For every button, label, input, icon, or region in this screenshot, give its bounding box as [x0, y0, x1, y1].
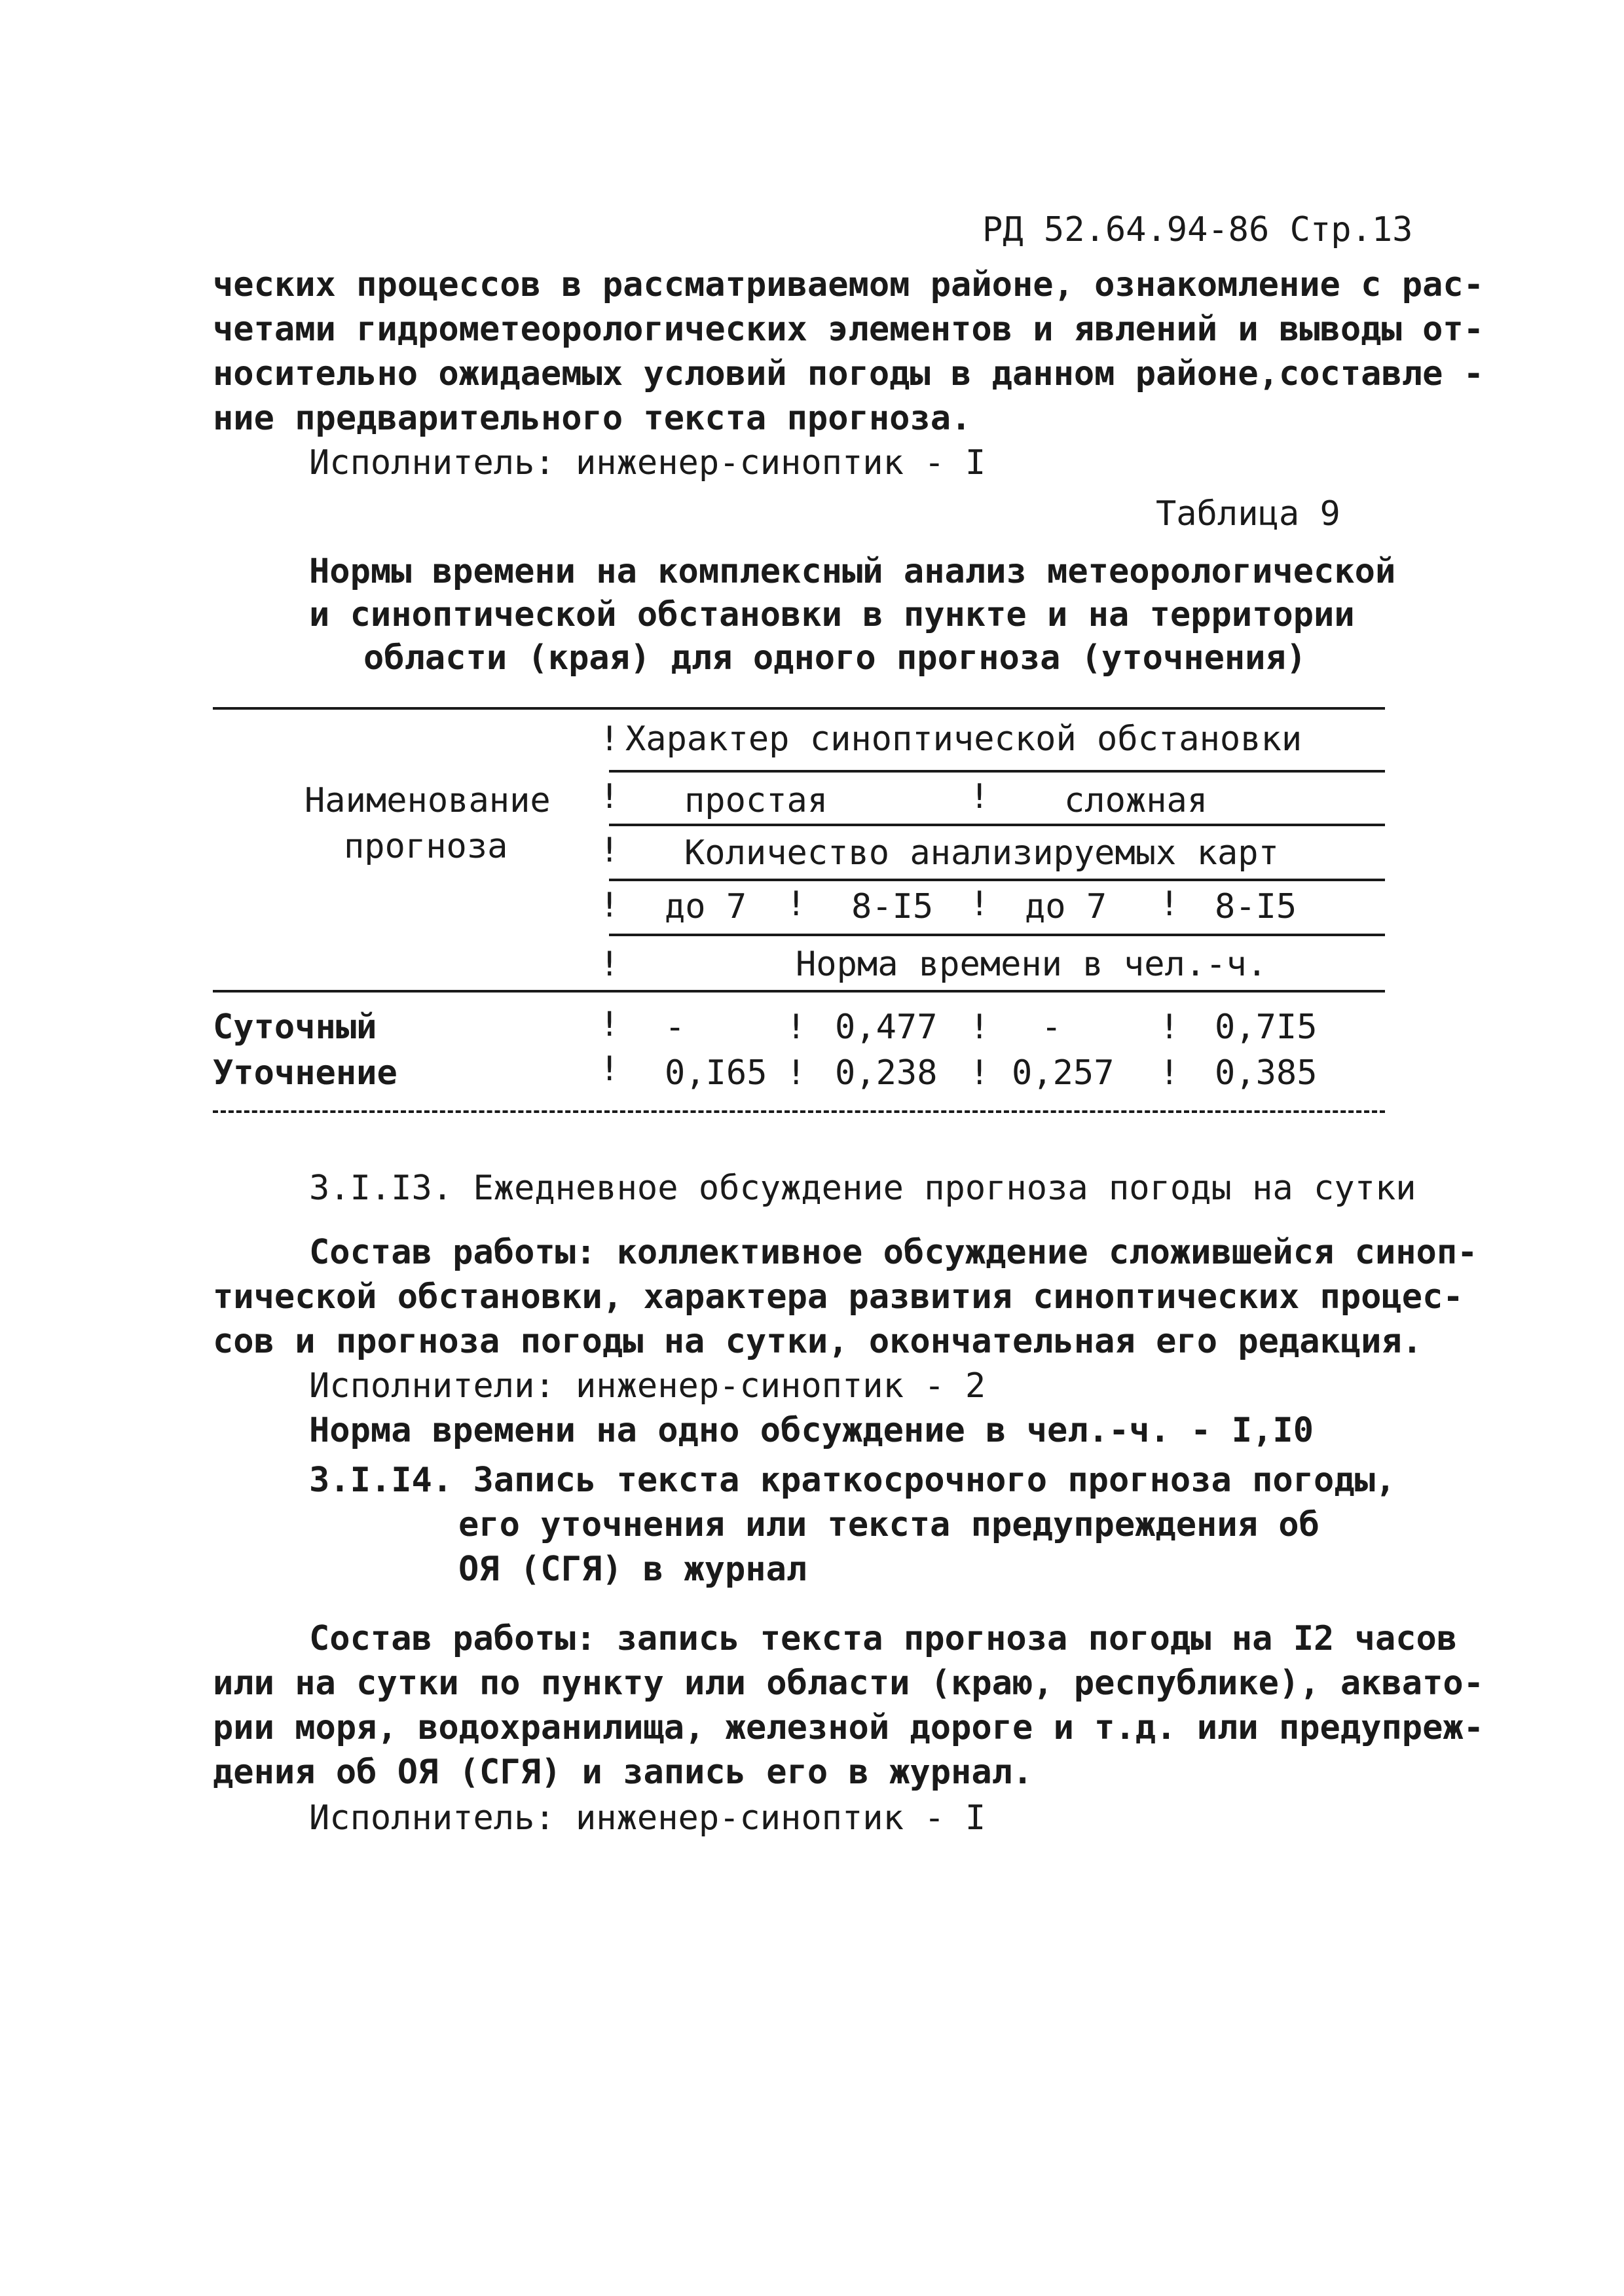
- map-col-header: 8-I5: [851, 887, 934, 926]
- column-separator: !: [599, 1049, 620, 1089]
- table-top-rule: [213, 707, 1385, 710]
- section-14-title-line: ОЯ (СГЯ) в журнал: [458, 1550, 807, 1589]
- column-separator: !: [1159, 884, 1180, 924]
- intro-line: ние предварительного текста прогноза.: [213, 399, 972, 438]
- table-value: 0,477: [835, 1008, 938, 1047]
- table-title-line: Нормы времени на комплексный анализ метеорологической: [309, 552, 1396, 591]
- column-separator: !: [1159, 1053, 1180, 1093]
- table-title-line: области (края) для одного прогноза (уточнения): [363, 638, 1307, 678]
- table-rule: [609, 934, 1385, 936]
- table-title-line: и синоптической обстановки в пункте и на территории: [309, 595, 1355, 634]
- column-separator: !: [599, 945, 620, 984]
- group-header: Характер синоптической обстановки: [625, 720, 1302, 759]
- subgroup-complex: сложная: [1064, 781, 1208, 820]
- table-rule: [609, 770, 1385, 773]
- map-col-header: до 7: [665, 887, 747, 926]
- section-14-title-line: 3.I.I4. Запись текста краткосрочного прогноза погоды,: [309, 1461, 1396, 1500]
- intro-line: ческих процессов в рассматриваемом районе, ознакомление с рас-: [213, 265, 1485, 304]
- section-13-body-line: сов и прогноза погоды на сутки, окончательная его редакция.: [213, 1322, 1423, 1361]
- subgroup-simple: простая: [684, 781, 828, 820]
- section-13-body-line: Состав работы: коллективное обсуждение сложившейся синоп-: [309, 1233, 1478, 1272]
- row-header-line: прогноза: [344, 827, 508, 866]
- table-rule: [609, 824, 1385, 826]
- table-value: 0,257: [1012, 1053, 1115, 1093]
- column-separator: !: [786, 1053, 807, 1093]
- table-value: 0,238: [835, 1053, 938, 1093]
- column-separator: !: [599, 1005, 620, 1044]
- column-separator: !: [969, 884, 990, 924]
- intro-performer: Исполнитель: инженер-синоптик - I: [309, 443, 986, 483]
- table-header-rule: [213, 990, 1385, 993]
- column-separator: !: [786, 1008, 807, 1047]
- document-header: РД 52.64.94-86 Стр.13: [982, 210, 1413, 249]
- row-header-line: Наименование: [304, 781, 551, 820]
- intro-line: четами гидрометеорологических элементов и явлений и выводы от-: [213, 310, 1485, 349]
- column-separator: !: [599, 831, 620, 870]
- section-14-body-line: дения об ОЯ (СГЯ) и запись его в журнал.: [213, 1753, 1033, 1792]
- section-13-performers: Исполнители: инженер-синоптик - 2: [309, 1366, 986, 1406]
- column-separator: !: [599, 886, 620, 925]
- section-13-body-line: тической обстановки, характера развития синоптических процес-: [213, 1277, 1464, 1317]
- column-separator: !: [599, 777, 620, 816]
- row-name: Уточнение: [213, 1053, 397, 1093]
- row-name: Суточный: [213, 1008, 377, 1047]
- intro-line: носительно ожидаемых условий погоды в данном районе,составле -: [213, 354, 1485, 393]
- table-value: -: [1041, 1008, 1062, 1047]
- section-14-body-line: рии моря, водохранилища, железной дороге и т.д. или предупреж-: [213, 1708, 1485, 1747]
- column-separator: !: [1159, 1008, 1180, 1047]
- column-separator: !: [599, 720, 620, 759]
- table-value: 0,I65: [665, 1053, 767, 1093]
- unit-header: Норма времени в чел.-ч.: [796, 945, 1268, 984]
- column-separator: !: [786, 884, 807, 924]
- section-13-title: 3.I.I3. Ежедневное обсуждение прогноза погоды на сутки: [309, 1169, 1416, 1208]
- section-14-performer: Исполнитель: инженер-синоптик - I: [309, 1798, 986, 1838]
- section-14-body-line: Состав работы: запись текста прогноза погоды на I2 часов: [309, 1619, 1458, 1658]
- maps-header: Количество анализируемых карт: [684, 833, 1279, 873]
- column-separator: !: [969, 1008, 990, 1047]
- section-14-title-line: его уточнения или текста предупреждения об: [458, 1505, 1320, 1544]
- section-13-norm: Норма времени на одно обсуждение в чел.-ч. - I,I0: [309, 1411, 1314, 1450]
- table-value: 0,7I5: [1215, 1008, 1318, 1047]
- norms-table: [213, 707, 1385, 1139]
- column-separator: !: [969, 777, 990, 816]
- map-col-header: до 7: [1025, 887, 1107, 926]
- table-rule: [609, 879, 1385, 881]
- section-14-body-line: или на сутки по пункту или области (краю, республике), аквато-: [213, 1664, 1485, 1703]
- map-col-header: 8-I5: [1215, 887, 1297, 926]
- table-bottom-dashed-rule: [213, 1110, 1385, 1113]
- table-value: 0,385: [1215, 1053, 1318, 1093]
- table-label: Таблица 9: [1156, 494, 1340, 534]
- table-value: -: [665, 1008, 686, 1047]
- column-separator: !: [969, 1053, 990, 1093]
